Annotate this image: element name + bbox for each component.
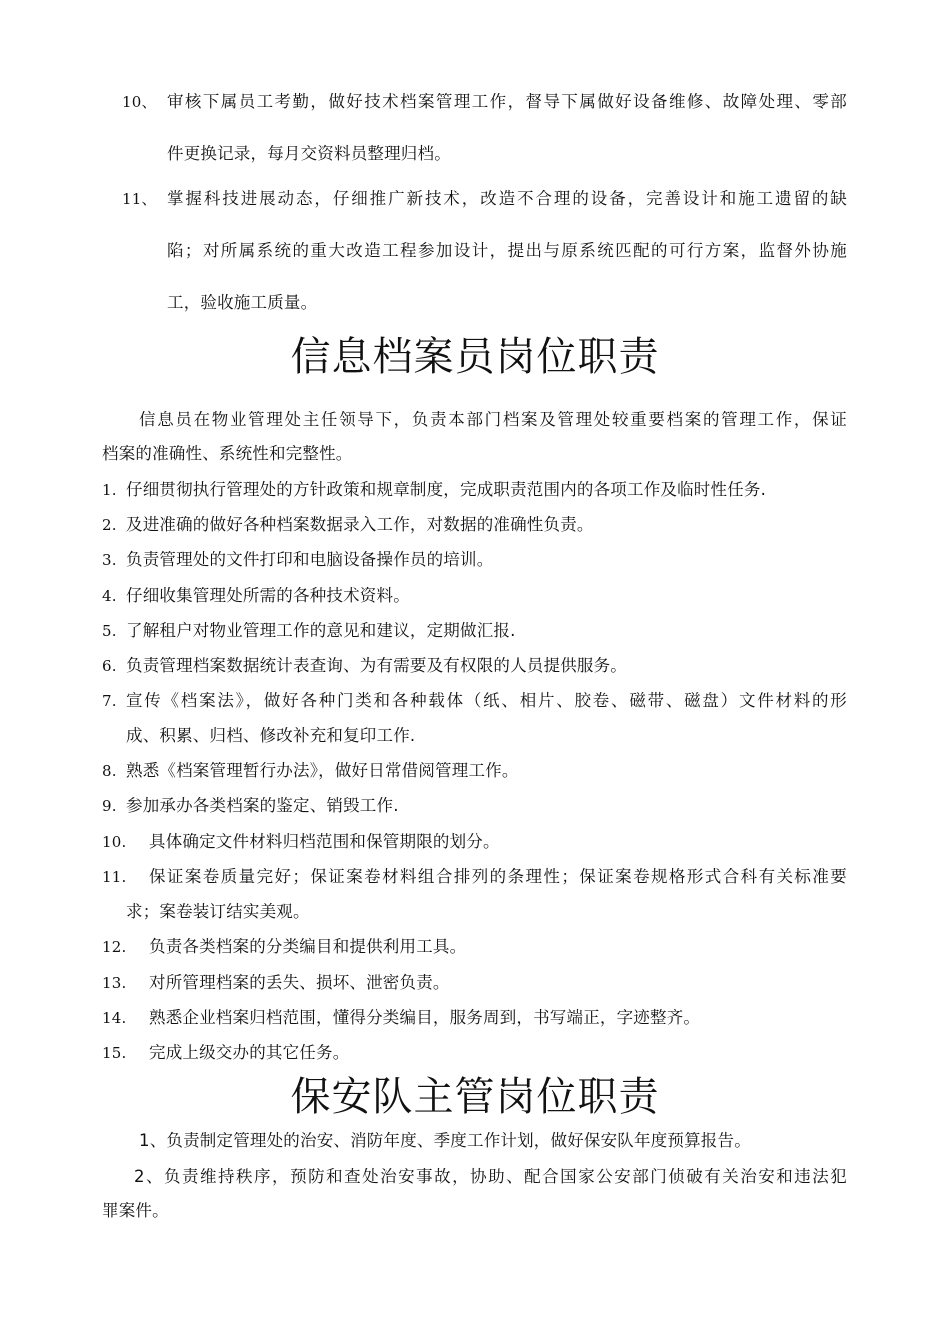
list-item-number: 9.	[102, 797, 117, 815]
list-item-text: 参加承办各类档案的鉴定、销毁工作.	[126, 796, 399, 815]
list-item-text: 陷；对所属系统的重大改造工程参加设计，提出与原系统匹配的可行方案，监督外协施	[167, 241, 847, 260]
list-item-text: 件更换记录，每月交资料员整理归档。	[167, 144, 451, 163]
list-item-text: 保证案卷质量完好；保证案卷材料组合排列的条理性；保证案卷规格形式合科有关标准要	[149, 867, 847, 886]
intro-text: 档案的准确性、系统性和完整性。	[102, 444, 353, 463]
list-item-number: 6.	[102, 657, 117, 675]
list-item-text: 对所管理档案的丢失、损坏、泄密负责。	[149, 973, 450, 992]
list-item-number: 7.	[102, 692, 117, 710]
list-item-number: 11、	[122, 190, 157, 208]
list-item-text: 2、负责维持秩序，预防和查处治安事故，协助、配合国家公安部门侦破有关治安和违法犯	[134, 1167, 847, 1186]
list-item-text: 熟悉企业档案归档范围，懂得分类编目，服务周到，书写端正，字迹整齐。	[149, 1008, 701, 1027]
list-item-text: 负责各类档案的分类编目和提供利用工具。	[149, 937, 467, 956]
list-item-text: 审核下属员工考勤，做好技术档案管理工作，督导下属做好设备维修、故障处理、零部	[167, 92, 847, 111]
list-item-number: 12.	[102, 938, 127, 956]
list-item-number: 13.	[102, 974, 127, 992]
intro-text: 信息员在物业管理处主任领导下，负责本部门档案及管理处较重要档案的管理工作，保证	[139, 410, 847, 429]
list-item-text: 了解租户对物业管理工作的意见和建议，定期做汇报.	[126, 621, 516, 640]
list-item-text: 仔细贯彻执行管理处的方针政策和规章制度，完成职责范围内的各项工作及临时性任务.	[126, 480, 767, 499]
list-item-text: 掌握科技进展动态，仔细推广新技术，改造不合理的设备，完善设计和施工遗留的缺	[167, 189, 847, 208]
list-item-text: 1、负责制定管理处的治安、消防年度、季度工作计划，做好保安队年度预算报告。	[139, 1131, 751, 1150]
list-item-text: 具体确定文件材料归档范围和保管期限的划分。	[149, 832, 500, 851]
section-title: 信息档案员岗位职责	[290, 334, 660, 380]
list-item-number: 8.	[102, 762, 117, 780]
list-item-number: 5.	[102, 622, 117, 640]
list-item-text: 仔细收集管理处所需的各种技术资料。	[126, 586, 410, 605]
list-item-number: 14.	[102, 1009, 127, 1027]
list-item-number: 11.	[102, 868, 127, 886]
list-item-number: 10、	[122, 93, 157, 111]
list-item-text: 罪案件。	[102, 1201, 169, 1220]
list-item-text: 完成上级交办的其它任务。	[149, 1043, 350, 1062]
list-item-text: 及进准确的做好各种档案数据录入工作，对数据的准确性负责。	[126, 515, 594, 534]
list-item-text: 宣传《档案法》，做好各种门类和各种载体（纸、相片、胶卷、磁带、磁盘）文件材料的形	[126, 691, 847, 710]
list-item-number: 3.	[102, 551, 117, 569]
section-title: 保安队主管岗位职责	[290, 1074, 660, 1120]
list-item-number: 10.	[102, 833, 127, 851]
list-item-number: 2.	[102, 516, 117, 534]
list-item-text: 熟悉《档案管理暂行办法》，做好日常借阅管理工作。	[126, 761, 519, 780]
list-item-text: 负责管理档案数据统计表查询、为有需要及有权限的人员提供服务。	[126, 656, 627, 675]
list-item-text: 成、积累、归档、修改补充和复印工作.	[126, 726, 416, 745]
list-item-number: 15.	[102, 1044, 127, 1062]
list-item-number: 1.	[102, 481, 117, 499]
list-item-text: 工，验收施工质量。	[167, 293, 318, 312]
list-item-number: 4.	[102, 587, 117, 605]
list-item-text: 求；案卷装订结实美观。	[126, 902, 310, 921]
list-item-text: 负责管理处的文件打印和电脑设备操作员的培训。	[126, 550, 494, 569]
